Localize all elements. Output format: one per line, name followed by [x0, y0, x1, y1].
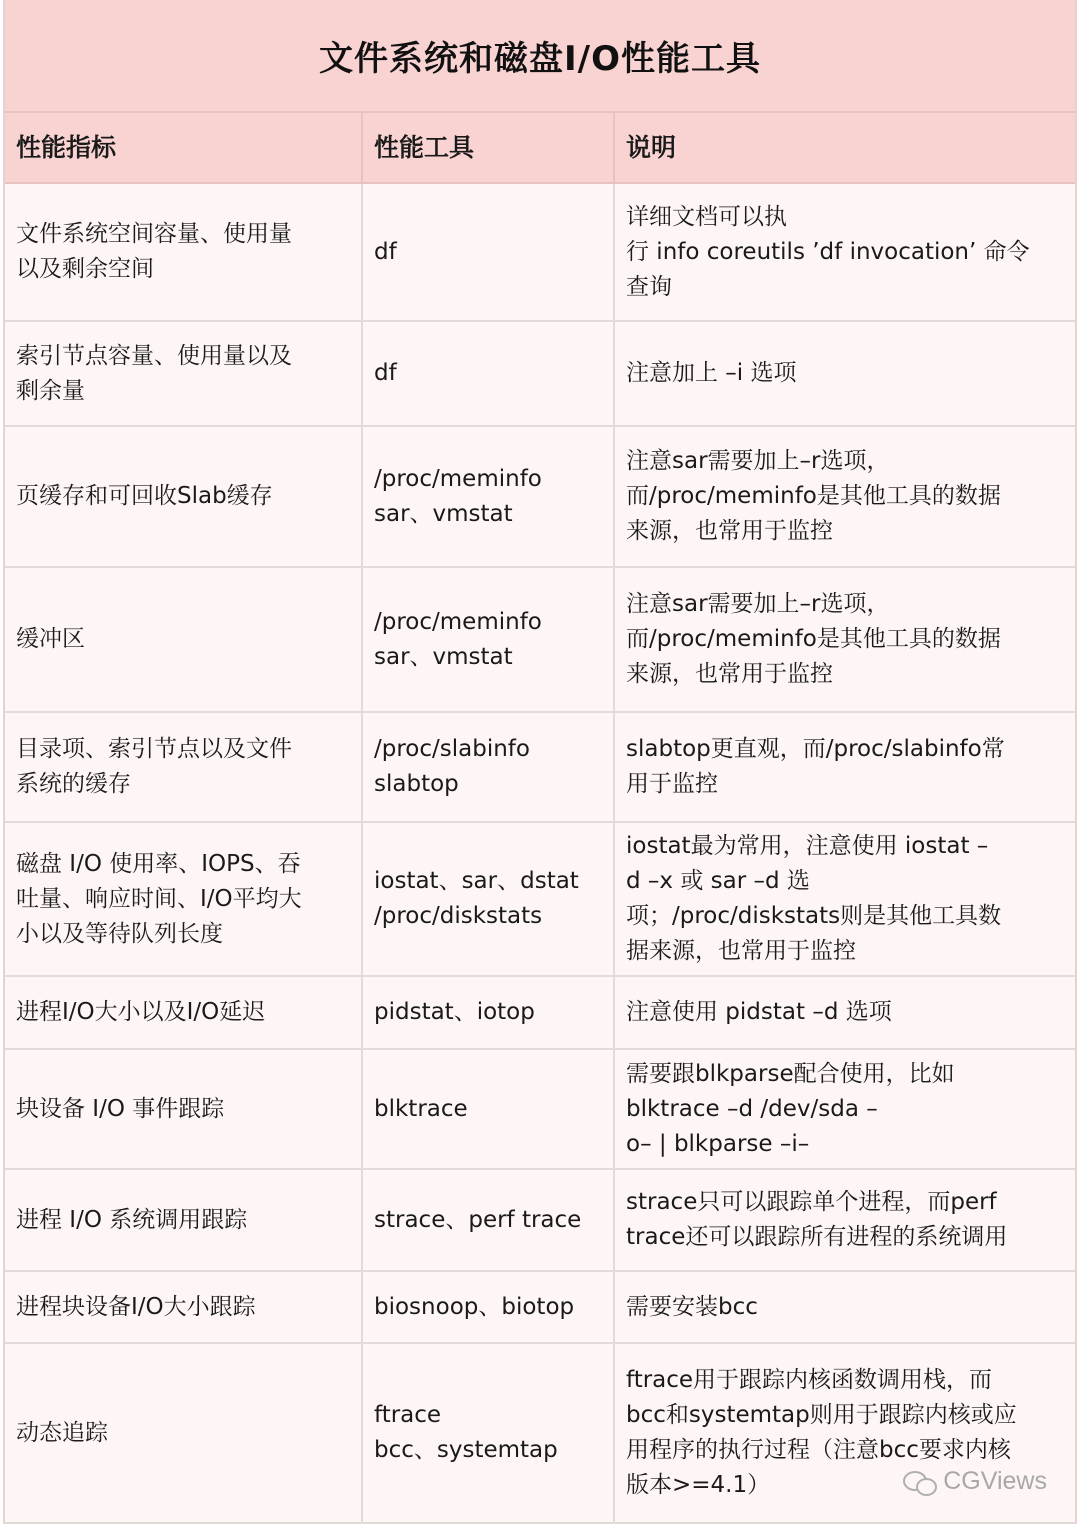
cell-note-line: iostat最为常用，注意使用 iostat – — [626, 833, 989, 859]
table-row — [5, 183, 1075, 321]
cell-note — [614, 183, 1075, 321]
cell-metric-line: 进程块设备I/O大小跟踪 — [16, 1293, 256, 1320]
cell-note-line: 注意sar需要加上–r选项， — [626, 448, 890, 474]
cell-tool-line: biosnoop、biotop — [374, 1293, 575, 1320]
cell-note-line: 用于监控 — [626, 771, 718, 797]
cell-note — [614, 1343, 1075, 1523]
cell-note-line: 来源，也常用于监控 — [626, 518, 833, 544]
cell-note-line: 行 info coreutils ’df invocation’ 命令 — [626, 238, 1030, 265]
cell-note-line: trace还可以跟踪所有进程的系统调用 — [626, 1224, 1008, 1250]
cell-metric — [5, 1343, 362, 1523]
table-row — [5, 1169, 1075, 1271]
cell-metric-line: 小以及等待队列长度 — [16, 920, 223, 947]
table-row — [5, 1271, 1075, 1343]
cell-metric-line: 剩余量 — [16, 377, 85, 404]
cell-metric-line: 进程I/O大小以及I/O延迟 — [16, 999, 266, 1025]
cell-tool — [362, 1049, 614, 1169]
cell-note-line: o– | blkparse –i– — [626, 1130, 810, 1157]
cell-note-line: 版本>=4.1） — [626, 1472, 771, 1498]
cell-metric-line: 吐量、响应时间、I/O平均大 — [16, 885, 302, 912]
cell-metric-line: 目录项、索引节点以及文件 — [16, 736, 292, 762]
cell-note-line: 需要安装bcc — [626, 1293, 758, 1320]
cell-tool-line: ftrace — [374, 1402, 442, 1428]
cell-metric — [5, 183, 362, 321]
cell-tool-line: blktrace — [374, 1095, 468, 1122]
cell-metric — [5, 1049, 362, 1169]
cell-note-line: 来源，也常用于监控 — [626, 661, 833, 687]
cell-tool — [362, 1343, 614, 1523]
cell-note-line: 而/proc/meminfo是其他工具的数据 — [626, 483, 1001, 509]
cell-tool-line: df — [374, 360, 397, 386]
watermark-text: CGViews — [943, 1467, 1047, 1495]
watermark — [903, 1467, 1047, 1496]
page-title: 文件系统和磁盘I/O性能工具 — [319, 39, 761, 79]
cell-note — [614, 1169, 1075, 1271]
cell-note-line: bcc和systemtap则用于跟踪内核或应 — [626, 1402, 1017, 1428]
table-body — [5, 183, 1075, 1523]
cell-note — [614, 712, 1075, 822]
cell-tool — [362, 822, 614, 976]
table-row — [5, 1343, 1075, 1523]
wechat-icon — [903, 1469, 937, 1495]
cell-metric — [5, 321, 362, 426]
cell-note-line: ftrace用于跟踪内核函数调用栈，而 — [626, 1367, 993, 1393]
cell-tool — [362, 321, 614, 426]
table-row — [5, 976, 1075, 1049]
cell-tool-line: iostat、sar、dstat — [374, 868, 579, 894]
cell-tool-line: /proc/meminfo — [374, 465, 542, 492]
cell-metric — [5, 712, 362, 822]
cell-metric-line: 页缓存和可回收Slab缓存 — [16, 483, 273, 509]
cell-tool — [362, 712, 614, 822]
tools-table — [5, 113, 1075, 1524]
header-tool: 性能工具 — [362, 113, 614, 183]
cell-note — [614, 426, 1075, 567]
cell-note-line: 查询 — [626, 273, 672, 300]
cell-note-line: 用程序的执行过程（注意bcc要求内核 — [626, 1437, 1011, 1463]
table-row — [5, 822, 1075, 976]
cell-tool-line: /proc/slabinfo — [374, 736, 530, 762]
cell-note-line: slabtop更直观，而/proc/slabinfo常 — [626, 736, 1005, 762]
cell-tool-line: /proc/diskstats — [374, 903, 543, 929]
title-bar — [5, 0, 1075, 113]
cell-tool-line: pidstat、iotop — [374, 999, 535, 1025]
cell-metric-line: 以及剩余空间 — [16, 256, 154, 282]
cell-note-line: strace只可以跟踪单个进程，而perf — [626, 1189, 997, 1215]
header-note: 说明 — [614, 113, 1075, 183]
cell-tool — [362, 567, 614, 712]
cell-tool — [362, 183, 614, 321]
cell-metric — [5, 567, 362, 712]
table-row — [5, 567, 1075, 712]
cell-metric-line: 动态追踪 — [16, 1419, 108, 1446]
cell-metric — [5, 1169, 362, 1271]
table-row — [5, 426, 1075, 567]
cell-tool-line: bcc、systemtap — [374, 1437, 558, 1463]
cell-metric-line: 块设备 I/O 事件跟踪 — [16, 1095, 225, 1122]
cell-note-line: 据来源，也常用于监控 — [626, 938, 856, 964]
cell-metric — [5, 822, 362, 976]
cell-tool — [362, 1169, 614, 1271]
cell-note-line: 注意sar需要加上–r选项， — [626, 591, 890, 617]
cell-note — [614, 321, 1075, 426]
cell-note-line: 需要跟blkparse配合使用，比如 — [626, 1060, 955, 1087]
cell-note — [614, 822, 1075, 976]
cell-note — [614, 567, 1075, 712]
cell-tool-line: sar、vmstat — [374, 643, 513, 670]
cell-metric — [5, 426, 362, 567]
cell-metric-line: 进程 I/O 系统调用跟踪 — [16, 1206, 248, 1233]
cell-note-line: d –x 或 sar –d 选 — [626, 868, 810, 894]
cell-note-line: 详细文档可以执 — [626, 203, 787, 230]
cell-note — [614, 1049, 1075, 1169]
cell-tool — [362, 976, 614, 1049]
cell-note-line: 而/proc/meminfo是其他工具的数据 — [626, 626, 1001, 652]
cell-note — [614, 976, 1075, 1049]
cell-note-line: blktrace –d /dev/sda – — [626, 1095, 878, 1122]
cell-note-line: 项；/proc/diskstats则是其他工具数 — [626, 903, 1002, 929]
cell-tool-line: slabtop — [374, 771, 459, 797]
cell-tool-line: strace、perf trace — [374, 1206, 582, 1233]
cell-note-line: 注意使用 pidstat –d 选项 — [626, 999, 892, 1025]
cell-metric-line: 缓冲区 — [16, 626, 85, 652]
table-header-row — [5, 113, 1075, 183]
cell-tool — [362, 426, 614, 567]
cell-note-line: 注意加上 –i 选项 — [626, 360, 797, 386]
cell-metric — [5, 1271, 362, 1343]
cell-metric-line: 文件系统空间容量、使用量 — [16, 221, 292, 247]
cell-tool-line: df — [374, 238, 397, 265]
cell-metric-line: 索引节点容量、使用量以及 — [16, 342, 292, 369]
header-metric: 性能指标 — [5, 113, 362, 183]
cell-tool — [362, 1271, 614, 1343]
table-row — [5, 1049, 1075, 1169]
cell-note — [614, 1271, 1075, 1343]
cell-metric-line: 系统的缓存 — [16, 771, 131, 797]
tools-table-sheet — [3, 0, 1077, 1524]
cell-metric — [5, 976, 362, 1049]
table-row — [5, 712, 1075, 822]
table-row — [5, 321, 1075, 426]
cell-metric-line: 磁盘 I/O 使用率、IOPS、吞 — [16, 850, 301, 877]
cell-tool-line: /proc/meminfo — [374, 608, 542, 635]
cell-tool-line: sar、vmstat — [374, 500, 513, 527]
